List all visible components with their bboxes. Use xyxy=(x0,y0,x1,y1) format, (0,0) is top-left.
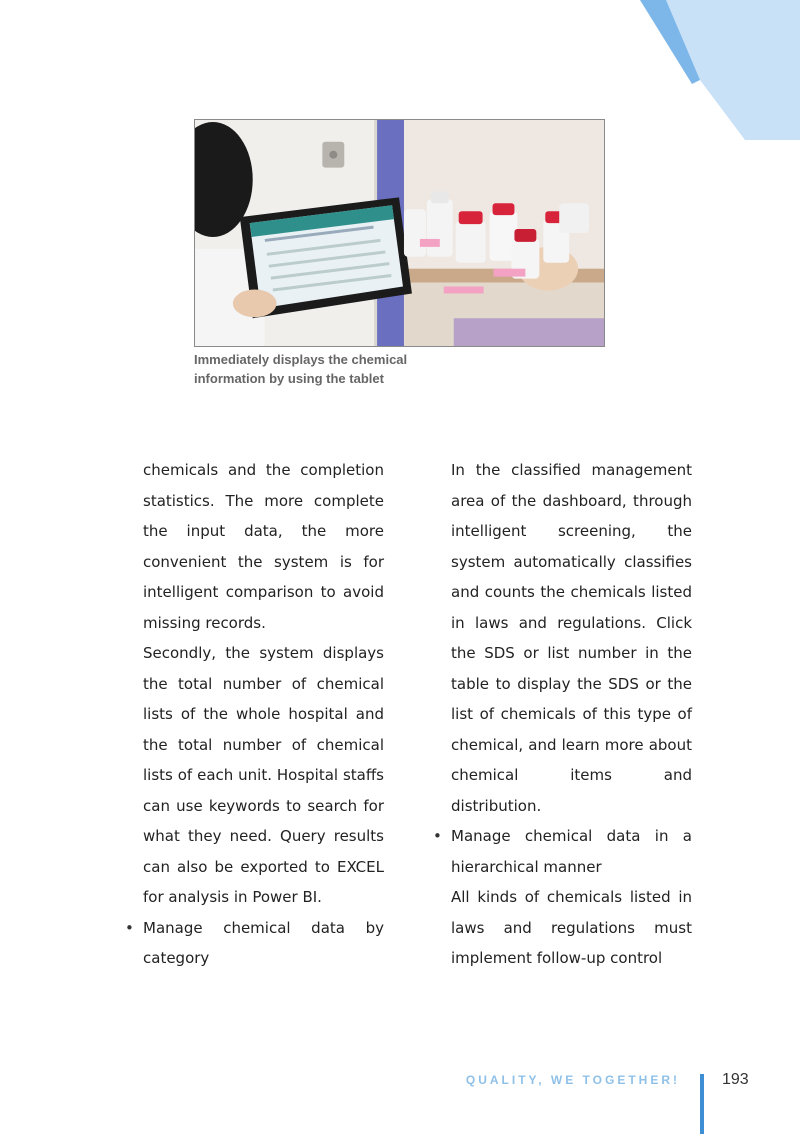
paragraph: chemicals and the completion statistics. The more complete the input data, the more convenient the system is for intelligent comparison to avoid missing records. xyxy=(143,461,384,632)
figure-photo xyxy=(194,119,605,347)
footer-slogan: QUALITY, WE TOGETHER! xyxy=(465,1073,680,1087)
paragraph: All kinds of chemicals listed in laws and regulations must implement follow-up control xyxy=(451,888,692,967)
text-column-left xyxy=(143,455,384,974)
footer-divider xyxy=(700,1074,704,1134)
figure-caption: Immediately displays the chemical information by using the tablet xyxy=(194,352,408,386)
paragraph: In the classified management area of the dashboard, through intelligent screening, the system automatically classifies and counts the chemicals listed in laws and regulations. Click the SDS or list number in the table to display the SDS or the list of chemicals of this type of chemical, and learn more about chemical items and distribution. xyxy=(451,461,692,815)
bullet-item: • Manage chemical data by category xyxy=(143,913,384,974)
corner-decoration xyxy=(640,0,800,150)
page-number: 193 xyxy=(722,1071,749,1088)
text-column-right xyxy=(451,455,692,974)
paragraph: Secondly, the system displays the total number of chemical lists of the whole hospital and the total number of chemical lists of each unit. Hospital staffs can use keywords to search for what they need. Query results can also be exported to EXCEL for analysis in Power BI. xyxy=(143,644,384,906)
tablet-photo-illustration xyxy=(195,120,604,346)
bullet-item: • Manage chemical data in a hierarchical manner xyxy=(451,821,692,882)
